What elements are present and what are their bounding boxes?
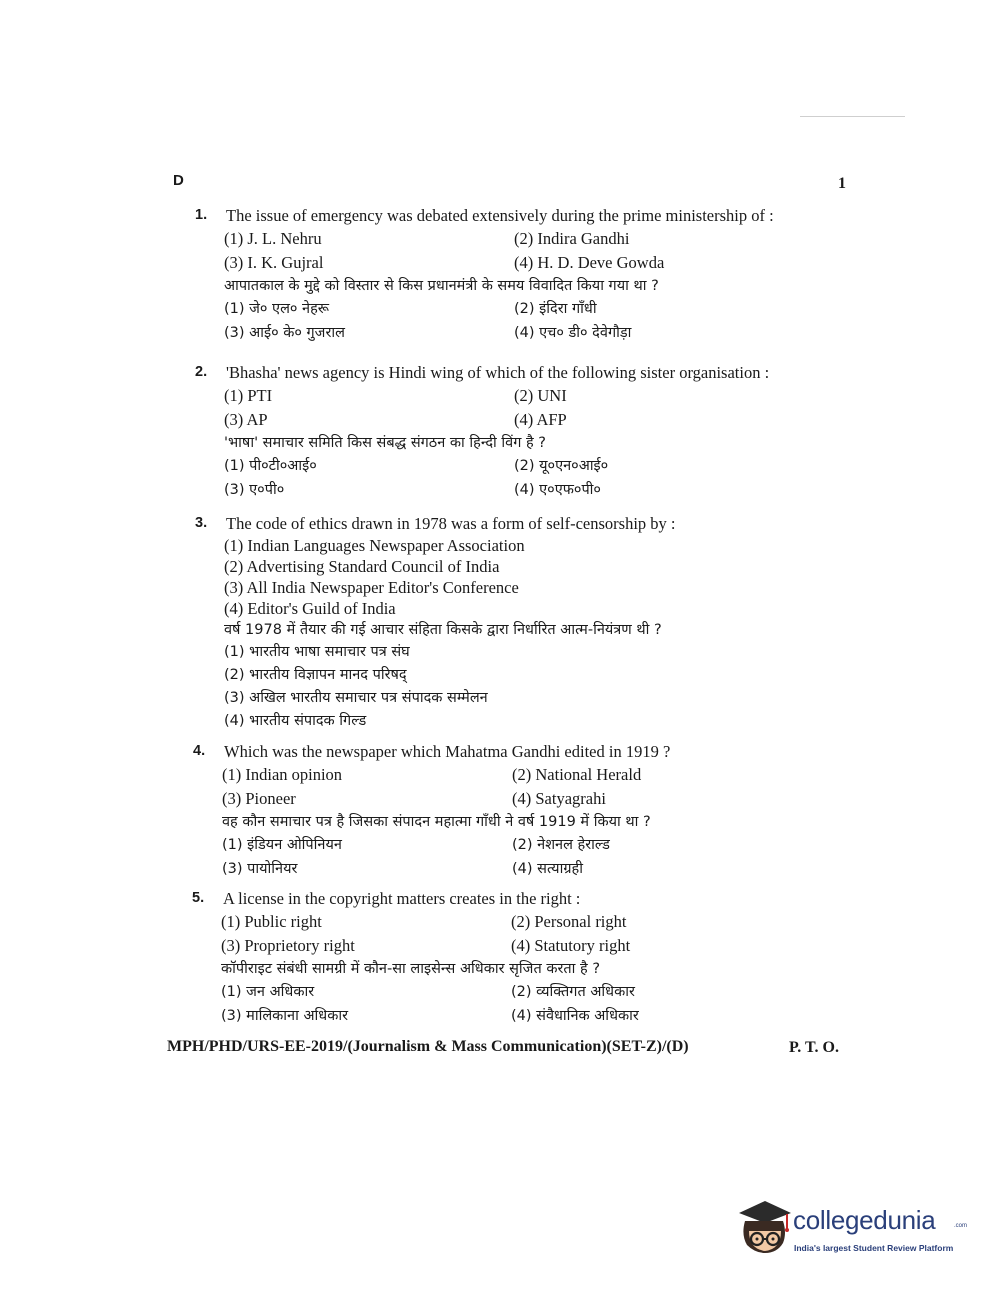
option-en: (1) Indian opinion bbox=[222, 765, 343, 784]
option-hi: (1) जन अधिकार bbox=[221, 984, 315, 1000]
logo-tagline: India's largest Student Review Platform bbox=[794, 1243, 954, 1253]
logo-tld: .com bbox=[954, 1223, 968, 1229]
option-hi: (2) भारतीय विज्ञापन मानद परिषद् bbox=[224, 667, 407, 683]
option-hi: (3) आई० के० गुजराल bbox=[224, 325, 345, 341]
option-hi: (1) जे० एल० नेहरू bbox=[224, 301, 330, 317]
question-number: 3. bbox=[195, 515, 208, 531]
page-number: 1 bbox=[838, 175, 846, 192]
option-hi: (4) एच० डी० देवेगौड़ा bbox=[514, 325, 632, 341]
options-hi bbox=[221, 980, 832, 1028]
option-en: (1) Indian Languages Newspaper Association bbox=[224, 536, 525, 555]
options-hi bbox=[224, 454, 835, 502]
option-hi: (1) भारतीय भाषा समाचार पत्र संघ bbox=[224, 644, 410, 660]
question-text-hi: वह कौन समाचार पत्र है जिसका संपादन महात्मा गाँधी ने वर्ष 1919 में किया था ? bbox=[222, 814, 651, 830]
option-en: (1) Public right bbox=[221, 912, 322, 931]
option-en: (2) UNI bbox=[514, 386, 567, 405]
question-text-en: Which was the newspaper which Mahatma Gandhi edited in 1919 ? bbox=[224, 742, 671, 761]
option-hi: (4) ए०एफ०पी० bbox=[514, 482, 601, 498]
question-text-en: 'Bhasha' news agency is Hindi wing of which of the following sister organisation : bbox=[226, 363, 770, 382]
question-3 bbox=[195, 513, 835, 733]
exam-code-footer: MPH/PHD/URS-EE-2019/(Journalism & Mass Communication)(SET-Z)/(D) bbox=[167, 1038, 689, 1055]
question-number: 2. bbox=[195, 364, 208, 380]
series-label: D bbox=[173, 172, 184, 189]
option-en: (3) I. K. Gujral bbox=[224, 253, 324, 272]
question-text-hi: 'भाषा' समाचार समिति किस संबद्ध संगठन का हिन्दी विंग है ? bbox=[224, 435, 546, 451]
option-en: (2) Indira Gandhi bbox=[514, 229, 630, 248]
option-hi: (3) अखिल भारतीय समाचार पत्र संपादक सम्मेलन bbox=[224, 690, 488, 706]
options-en bbox=[224, 384, 835, 432]
options-en bbox=[222, 763, 833, 811]
question-text-hi: कॉपीराइट संबंधी सामग्री में कौन-सा लाइसेन्स अधिकार सृजित करता है ? bbox=[221, 961, 601, 977]
options-en bbox=[224, 535, 835, 619]
option-hi: (3) मालिकाना अधिकार bbox=[221, 1008, 349, 1024]
option-en: (3) Pioneer bbox=[222, 789, 296, 808]
question-text-en: A license in the copyright matters creates in the right : bbox=[223, 889, 581, 908]
option-hi: (4) संवैधानिक अधिकार bbox=[511, 1008, 639, 1024]
option-hi: (3) पायोनियर bbox=[222, 861, 298, 877]
option-en: (3) Proprietory right bbox=[221, 936, 355, 955]
question-4 bbox=[193, 741, 833, 881]
question-number: 4. bbox=[193, 743, 206, 759]
option-en: (4) Satyagrahi bbox=[512, 789, 606, 808]
option-en: (3) AP bbox=[224, 410, 268, 429]
question-text-hi: वर्ष 1978 में तैयार की गई आचार संहिता किसके द्वारा निर्धारित आत्म-नियंत्रण थी ? bbox=[224, 622, 662, 638]
option-en: (4) Statutory right bbox=[511, 936, 631, 955]
question-text-en: The code of ethics drawn in 1978 was a form of self-censorship by : bbox=[226, 514, 676, 533]
option-en: (4) AFP bbox=[514, 410, 567, 429]
option-en: (1) J. L. Nehru bbox=[224, 229, 322, 248]
question-5 bbox=[192, 888, 832, 1028]
option-en: (3) All India Newspaper Editor's Conference bbox=[224, 578, 519, 597]
option-hi: (1) इंडियन ओपिनियन bbox=[222, 837, 342, 853]
pto-label: P. T. O. bbox=[789, 1039, 839, 1056]
option-hi: (3) ए०पी० bbox=[224, 482, 285, 498]
options-en bbox=[221, 910, 832, 958]
options-hi bbox=[224, 641, 835, 733]
student-mascot-icon bbox=[735, 1195, 793, 1261]
option-hi: (2) इंदिरा गाँधी bbox=[514, 301, 597, 317]
option-en: (2) National Herald bbox=[512, 765, 642, 784]
option-hi: (2) यू०एन०आई० bbox=[514, 458, 609, 474]
option-en: (2) Advertising Standard Council of India bbox=[224, 557, 500, 576]
question-text-hi: आपातकाल के मुद्दे को विस्तार से किस प्रधानमंत्री के समय विवादित किया गया था ? bbox=[224, 278, 659, 294]
options-en bbox=[224, 227, 835, 275]
option-en: (4) Editor's Guild of India bbox=[224, 599, 396, 618]
question-1 bbox=[195, 205, 835, 345]
options-hi bbox=[224, 297, 835, 345]
option-en: (4) H. D. Deve Gowda bbox=[514, 253, 665, 272]
question-number: 5. bbox=[192, 890, 205, 906]
question-2 bbox=[195, 362, 835, 502]
collegedunia-logo bbox=[735, 1195, 968, 1261]
option-en: (2) Personal right bbox=[511, 912, 627, 931]
logo-wordmark: collegedunia bbox=[793, 1205, 936, 1235]
question-text-en: The issue of emergency was debated extensively during the prime ministership of : bbox=[226, 206, 774, 225]
question-number: 1. bbox=[195, 207, 208, 223]
options-hi bbox=[222, 833, 833, 881]
option-hi: (2) व्यक्तिगत अधिकार bbox=[511, 984, 635, 1000]
option-hi: (4) भारतीय संपादक गिल्ड bbox=[224, 713, 367, 729]
option-hi: (4) सत्याग्रही bbox=[512, 861, 583, 877]
option-en: (1) PTI bbox=[224, 386, 273, 405]
option-hi: (2) नेशनल हेराल्ड bbox=[512, 837, 610, 853]
scan-mark-line bbox=[800, 116, 905, 117]
option-hi: (1) पी०टी०आई० bbox=[224, 458, 317, 474]
